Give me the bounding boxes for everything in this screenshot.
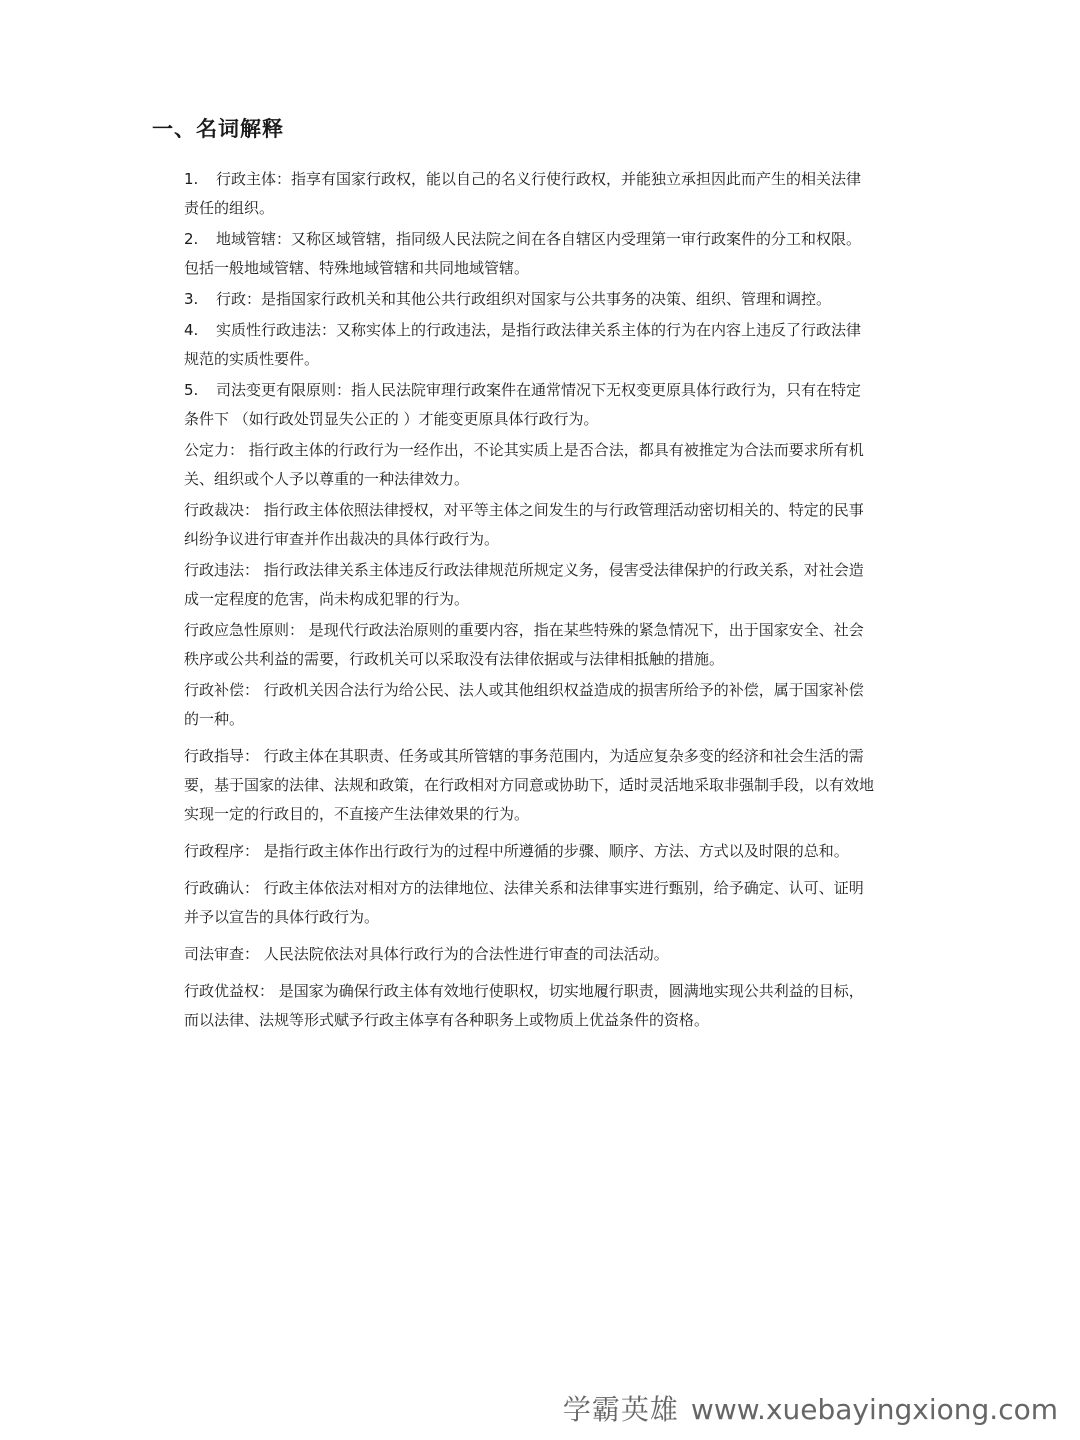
entry-term: 行政确认： bbox=[184, 879, 260, 897]
watermark-brand: 学霸英雄 bbox=[562, 1393, 679, 1426]
entry-definition: 行政机关因合法行为给公民、法人或其他组织权益造成的损害所给予的补偿，属于国家补偿的一种。 bbox=[184, 681, 864, 728]
entry-term: 行政违法： bbox=[184, 561, 260, 579]
entry-number: 2. bbox=[184, 230, 199, 248]
entry-number: 3. bbox=[184, 290, 199, 308]
entry-definition: 是指国家行政机关和其他公共行政组织对国家与公共事务的决策、组织、管理和调控。 bbox=[261, 290, 832, 308]
glossary-entry bbox=[184, 436, 874, 494]
glossary-entry bbox=[184, 616, 874, 674]
entry-definition: 行政主体在其职责、任务或其所管辖的事务范围内，为适应复杂多变的经济和社会生活的需要，基于国家的法律、法规和政策，在行政相对方同意或协助下，适时灵活地采取非强制手段，以有效地实现一定的行政目的，不直接产生法律效果的行为。 bbox=[184, 747, 875, 823]
entry-term: 行政裁决： bbox=[184, 501, 260, 519]
glossary-entry bbox=[184, 742, 874, 829]
section-title: 一、名词解释 bbox=[152, 117, 284, 141]
entry-definition: 行政主体依法对相对方的法律地位、法律关系和法律事实进行甄别，给予确定、认可、证明并予以宣告的具体行政行为。 bbox=[184, 879, 864, 926]
entry-number: 1. bbox=[184, 170, 199, 188]
entry-term: 行政程序： bbox=[184, 842, 260, 860]
entry-term: 行政补偿： bbox=[184, 681, 260, 699]
entry-term: 行政主体： bbox=[216, 170, 292, 188]
entry-definition: 指享有国家行政权，能以自己的名义行使行政权，并能独立承担因此而产生的相关法律责任的组织。 bbox=[184, 170, 862, 217]
entry-definition: 又称区域管辖，指同级人民法院之间在各自辖区内受理第一审行政案件的分工和权限。包括一般地域管辖、特殊地域管辖和共同地域管辖。 bbox=[184, 230, 862, 277]
entry-number: 5. bbox=[184, 381, 199, 399]
watermark-url: www.xuebayingxiong.com bbox=[690, 1393, 1058, 1426]
glossary-entry bbox=[184, 285, 874, 314]
entry-term: 行政指导： bbox=[184, 747, 260, 765]
entry-term: 实质性行政违法： bbox=[216, 321, 337, 339]
glossary-entry bbox=[184, 165, 874, 223]
glossary-entry bbox=[184, 556, 874, 614]
entry-definition: 指人民法院审理行政案件在通常情况下无权变更原具体行政行为，只有在特定条件下 （如行政处罚显失公正的 ）才能变更原具体行政行为。 bbox=[184, 381, 862, 428]
glossary-entry bbox=[184, 977, 874, 1035]
glossary-entry bbox=[184, 676, 874, 734]
entry-term: 司法变更有限原则： bbox=[216, 381, 352, 399]
glossary-list bbox=[184, 165, 874, 1035]
glossary-entry bbox=[184, 837, 874, 866]
entry-term: 司法审查： bbox=[184, 945, 260, 963]
entry-term: 行政： bbox=[216, 290, 262, 308]
entry-number: 4. bbox=[184, 321, 199, 339]
entry-term: 公定力： bbox=[184, 441, 245, 459]
site-watermark bbox=[563, 1388, 1058, 1428]
glossary-entry bbox=[184, 874, 874, 932]
entry-definition: 指行政主体的行政行为一经作出，不论其实质上是否合法，都具有被推定为合法而要求所有机关、组织或个人予以尊重的一种法律效力。 bbox=[184, 441, 864, 488]
entry-definition: 是现代行政法治原则的重要内容，指在某些特殊的紧急情况下，出于国家安全、社会秩序或公共利益的需要，行政机关可以采取没有法律依据或与法律相抵触的措施。 bbox=[184, 621, 864, 668]
glossary-entry bbox=[184, 376, 874, 434]
entry-term: 地域管辖： bbox=[216, 230, 292, 248]
entry-definition: 又称实体上的行政违法，是指行政法律关系主体的行为在内容上违反了行政法律规范的实质性要件。 bbox=[184, 321, 862, 368]
glossary-entry bbox=[184, 316, 874, 374]
glossary-entry bbox=[184, 496, 874, 554]
entry-definition: 指行政主体依照法律授权，对平等主体之间发生的与行政管理活动密切相关的、特定的民事纠纷争议进行审查并作出裁决的具体行政行为。 bbox=[184, 501, 864, 548]
glossary-entry bbox=[184, 940, 874, 969]
entry-definition: 是指行政主体作出行政行为的过程中所遵循的步骤、顺序、方法、方式以及时限的总和。 bbox=[259, 842, 849, 860]
entry-term: 行政优益权： bbox=[184, 982, 275, 1000]
entry-definition: 指行政法律关系主体违反行政法律规范所规定义务，侵害受法律保护的行政关系，对社会造成一定程度的危害，尚未构成犯罪的行为。 bbox=[184, 561, 864, 608]
entry-definition: 人民法院依法对具体行政行为的合法性进行审查的司法活动。 bbox=[259, 945, 669, 963]
glossary-entry bbox=[184, 225, 874, 283]
entry-definition: 是国家为确保行政主体有效地行使职权，切实地履行职责，圆满地实现公共利益的目标，而以法律、法规等形式赋予行政主体享有各种职务上或物质上优益条件的资格。 bbox=[184, 982, 864, 1029]
entry-term: 行政应急性原则： bbox=[184, 621, 305, 639]
